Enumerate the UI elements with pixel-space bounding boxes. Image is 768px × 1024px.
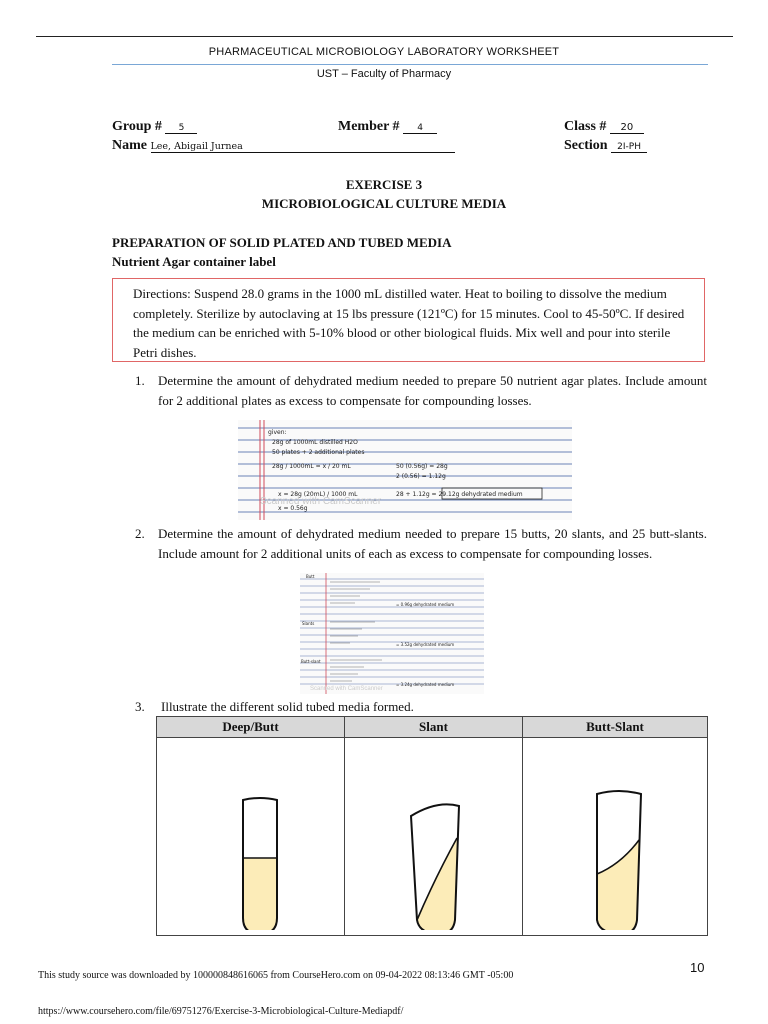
- table-illustration-row: [157, 738, 708, 936]
- header-slant: Slant: [345, 717, 523, 738]
- directions-text: Directions: Suspend 28.0 grams in the 1000 mL distilled water. Heat to boiling to dissolve the medium completely. Sterilize by autoclaving at 15 lbs pressure (121ºC) for 15 minutes. Cool to 45-50ºC. If desired the medium can be enriched with 5-10% blood or other biological fluids. Mix well and pour into sterile Petri dishes.: [133, 286, 685, 360]
- directions-box: [112, 278, 705, 362]
- page-number: 10: [690, 960, 705, 975]
- question-3: [135, 697, 707, 717]
- exercise-title: MICROBIOLOGICAL CULTURE MEDIA: [261, 196, 507, 211]
- work2-answer-2: = 3.52g dehydrated medium: [396, 642, 455, 647]
- butt-slant-tube-illustration: [523, 738, 707, 930]
- scanned-work-2-image: [300, 573, 484, 694]
- work1-watermark: Scanned with CamScanner: [260, 496, 382, 507]
- work2-answer-1: = 0.96g dehydrated medium: [396, 602, 455, 607]
- cell-butt-slant: [523, 738, 708, 936]
- question-1: [135, 371, 707, 410]
- section-heading: PREPARATION OF SOLID PLATED AND TUBED MEDIA: [112, 235, 452, 250]
- name-value: Lee, Abigail Jurnea: [151, 141, 455, 153]
- deep-butt-tube-illustration: [157, 738, 344, 930]
- table-header-row: [157, 717, 708, 738]
- question-1-number: 1.: [135, 373, 145, 388]
- section-field: Section 2I-PH: [564, 138, 647, 154]
- work1-right1: 50 (0.56g) = 28g: [396, 463, 448, 470]
- work1-line1: 28g of 1000mL distilled H2O: [272, 439, 358, 446]
- question-2-number: 2.: [135, 526, 145, 541]
- exercise-number: EXERCISE 3: [345, 177, 423, 192]
- group-value: 5: [165, 123, 197, 134]
- top-rule: [36, 36, 733, 37]
- scanned-work-2: [300, 573, 484, 694]
- scanned-work-1-image: [238, 420, 572, 520]
- header-butt-slant: Butt-Slant: [523, 717, 708, 738]
- cell-slant: [345, 738, 523, 936]
- question-1-text: Determine the amount of dehydrated medium needed to prepare 50 nutrient agar plates. Include amount for 2 additional plates as excess to compensate for compounding losses.: [158, 373, 707, 408]
- class-field: Class # 20: [564, 119, 644, 135]
- work2-butt-label: Butt: [306, 574, 315, 579]
- question-3-text: Illustrate the different solid tubed media formed.: [161, 699, 414, 714]
- work1-given: given:: [268, 429, 287, 436]
- question-3-number: 3.: [135, 699, 145, 714]
- deep-butt-agar: [243, 858, 277, 930]
- slant-tube-illustration: [345, 738, 522, 930]
- work1-line4: x = 28g (20mL) / 1000 mL: [278, 491, 358, 498]
- name-field: Name Lee, Abigail Jurnea: [112, 138, 455, 154]
- section-subheading: Nutrient Agar container label: [112, 254, 276, 269]
- scanned-work-1: [238, 420, 572, 520]
- source-url[interactable]: https://www.coursehero.com/file/69751276/Exercise-3-Microbiological-Culture-Mediapdf/: [38, 1006, 404, 1017]
- work2-watermark: Scanned with CamScanner: [310, 686, 383, 692]
- question-2-text: Determine the amount of dehydrated medium needed to prepare 15 butts, 20 slants, and 25 butt-slants. Include amount for 2 additional units of each as excess to compensate for compounding losses.: [158, 526, 707, 561]
- download-notice: This study source was downloaded by 100000848616065 from CourseHero.com on 09-04-2022 08:13:46 GMT -05:00: [38, 970, 514, 981]
- work1-line5: x = 0.56g: [278, 505, 308, 512]
- group-field: Group # 5: [112, 119, 197, 135]
- faculty-subtitle: UST – Faculty of Pharmacy: [316, 68, 452, 80]
- header-deep-butt: Deep/Butt: [157, 717, 345, 738]
- work1-right2: 2 (0.56) = 1.12g: [396, 473, 446, 480]
- work2-buttslant-label: Butt-slant: [301, 659, 321, 664]
- work2-answer-3: = 3.24g dehydrated medium: [396, 682, 455, 687]
- section-value: 2I-PH: [611, 142, 647, 153]
- question-2: [135, 524, 707, 563]
- work1-right3: 28 + 1.12g = 29.12g dehydrated medium: [396, 491, 523, 498]
- work2-slant-label: Slants: [302, 621, 315, 626]
- cell-deep-butt: [157, 738, 345, 936]
- member-field: Member # 4: [338, 119, 437, 135]
- class-value: 20: [610, 122, 644, 134]
- worksheet-title: PHARMACEUTICAL MICROBIOLOGY LABORATORY WORKSHEET: [208, 46, 560, 58]
- tubed-media-table: [156, 716, 708, 936]
- slant-agar: [417, 838, 457, 930]
- member-value: 4: [403, 123, 437, 134]
- work1-line3: 28g / 1000mL = x / 20 mL: [272, 463, 351, 470]
- header-divider: [112, 64, 708, 65]
- work1-line2: 50 plates + 2 additional plates: [272, 449, 365, 456]
- butt-slant-agar: [597, 840, 639, 930]
